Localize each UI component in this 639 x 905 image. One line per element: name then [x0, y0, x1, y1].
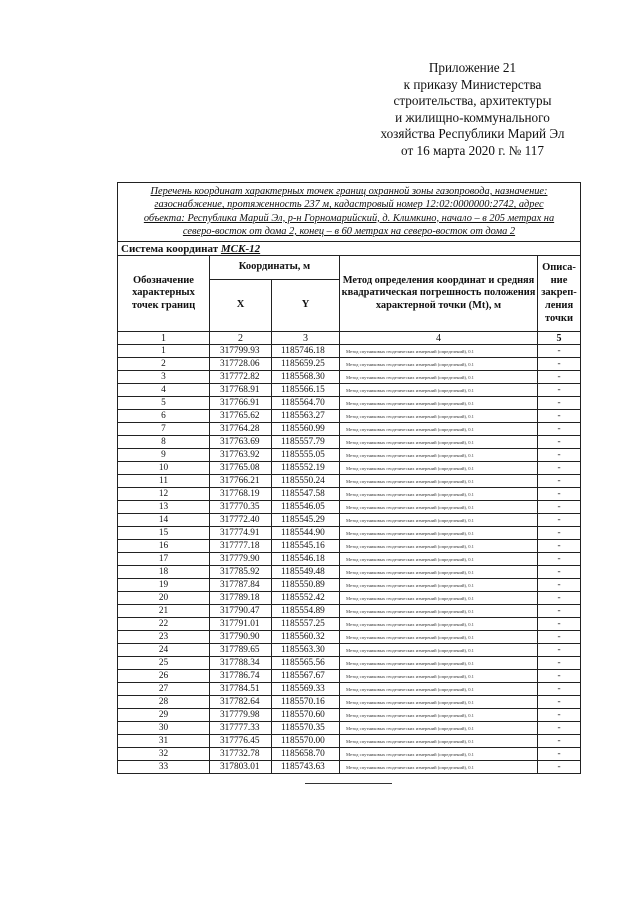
coordinate-system-label: Система координат — [121, 242, 219, 255]
description-cell: - — [538, 670, 581, 683]
coordinate-system-value: МСК-12 — [220, 242, 261, 255]
description-cell: - — [538, 436, 581, 449]
coord-y: 1185547.58 — [272, 488, 340, 501]
point-number: 24 — [118, 644, 210, 657]
description-cell: - — [538, 527, 581, 540]
description-cell: - — [538, 696, 581, 709]
coord-x: 317803.01 — [210, 761, 272, 774]
point-number: 3 — [118, 371, 210, 384]
coord-y: 1185570.35 — [272, 722, 340, 735]
coord-x: 317777.18 — [210, 540, 272, 553]
coord-x: 317790.90 — [210, 631, 272, 644]
point-number: 22 — [118, 618, 210, 631]
table-row — [118, 592, 581, 605]
point-number: 20 — [118, 592, 210, 605]
method-cell: Метод спутниковых геодезических измерений (определений), 0.1 — [340, 735, 538, 748]
description-cell: - — [538, 592, 581, 605]
table-row — [118, 748, 581, 761]
coord-x: 317786.74 — [210, 670, 272, 683]
point-number: 23 — [118, 631, 210, 644]
table-row — [118, 488, 581, 501]
header-y: Y — [272, 280, 340, 332]
point-number: 13 — [118, 501, 210, 514]
coord-x: 317766.21 — [210, 475, 272, 488]
description-cell: - — [538, 631, 581, 644]
point-number: 17 — [118, 553, 210, 566]
coord-y: 1185659.25 — [272, 358, 340, 371]
description-cell: - — [538, 566, 581, 579]
table-row — [118, 462, 581, 475]
coordinate-system-row — [118, 242, 581, 256]
table-row — [118, 514, 581, 527]
point-number: 31 — [118, 735, 210, 748]
coord-x: 317732.78 — [210, 748, 272, 761]
point-number: 16 — [118, 540, 210, 553]
header-description: Описа-ние закреп-ления точки — [538, 256, 581, 332]
point-number: 15 — [118, 527, 210, 540]
coord-x: 317779.90 — [210, 553, 272, 566]
coord-x: 317787.84 — [210, 579, 272, 592]
column-number: 2 — [210, 332, 272, 345]
header-x: X — [210, 280, 272, 332]
description-cell: - — [538, 423, 581, 436]
table-row — [118, 371, 581, 384]
coord-x: 317772.82 — [210, 371, 272, 384]
point-number: 30 — [118, 722, 210, 735]
point-number: 25 — [118, 657, 210, 670]
point-number: 26 — [118, 670, 210, 683]
column-number: 3 — [272, 332, 340, 345]
description-cell: - — [538, 410, 581, 423]
method-cell: Метод спутниковых геодезических измерений (определений), 0.1 — [340, 683, 538, 696]
table-row — [118, 410, 581, 423]
description-cell: - — [538, 605, 581, 618]
coord-y: 1185550.24 — [272, 475, 340, 488]
coord-x: 317776.45 — [210, 735, 272, 748]
table-row — [118, 631, 581, 644]
appendix-line: хозяйства Республики Марий Эл — [380, 126, 565, 142]
header-designation: Обозначение характерных точек границ — [118, 256, 210, 332]
point-number: 2 — [118, 358, 210, 371]
coord-y: 1185544.90 — [272, 527, 340, 540]
coord-y: 1185564.70 — [272, 397, 340, 410]
coord-y: 1185554.89 — [272, 605, 340, 618]
method-cell: Метод спутниковых геодезических измерений (определений), 0.1 — [340, 423, 538, 436]
point-number: 7 — [118, 423, 210, 436]
method-cell: Метод спутниковых геодезических измерений (определений), 0.1 — [340, 553, 538, 566]
coord-y: 1185560.99 — [272, 423, 340, 436]
method-cell: Метод спутниковых геодезических измерений (определений), 0.1 — [340, 631, 538, 644]
method-cell: Метод спутниковых геодезических измерений (определений), 0.1 — [340, 462, 538, 475]
point-number: 5 — [118, 397, 210, 410]
method-cell: Метод спутниковых геодезических измерений (определений), 0.1 — [340, 488, 538, 501]
appendix-header — [350, 60, 595, 160]
method-cell: Метод спутниковых геодезических измерений (определений), 0.1 — [340, 501, 538, 514]
table-row — [118, 423, 581, 436]
description-cell: - — [538, 657, 581, 670]
point-number: 11 — [118, 475, 210, 488]
description-cell: - — [538, 358, 581, 371]
column-number: 5 — [538, 332, 581, 345]
table-row — [118, 761, 581, 774]
method-cell: Метод спутниковых геодезических измерений (определений), 0.1 — [340, 540, 538, 553]
method-cell: Метод спутниковых геодезических измерений (определений), 0.1 — [340, 709, 538, 722]
description-cell: - — [538, 722, 581, 735]
coord-x: 317779.98 — [210, 709, 272, 722]
point-number: 33 — [118, 761, 210, 774]
coord-x: 317784.51 — [210, 683, 272, 696]
description-cell: - — [538, 488, 581, 501]
appendix-line: и жилищно-коммунального — [395, 109, 550, 125]
coord-y: 1185565.56 — [272, 657, 340, 670]
coord-x: 317791.01 — [210, 618, 272, 631]
description-cell: - — [538, 345, 581, 358]
description-cell: - — [538, 709, 581, 722]
coord-y: 1185557.25 — [272, 618, 340, 631]
table-row — [118, 436, 581, 449]
coord-y: 1185560.32 — [272, 631, 340, 644]
coord-y: 1185567.67 — [272, 670, 340, 683]
table-row — [118, 618, 581, 631]
description-cell: - — [538, 371, 581, 384]
coord-y: 1185570.60 — [272, 709, 340, 722]
table-row — [118, 722, 581, 735]
table-title — [118, 183, 581, 242]
coord-y: 1185545.16 — [272, 540, 340, 553]
point-number: 29 — [118, 709, 210, 722]
method-cell: Метод спутниковых геодезических измерений (определений), 0.1 — [340, 696, 538, 709]
header-coordinates: Координаты, м — [210, 256, 340, 280]
table-row — [118, 475, 581, 488]
method-cell: Метод спутниковых геодезических измерений (определений), 0.1 — [340, 618, 538, 631]
method-cell: Метод спутниковых геодезических измерений (определений), 0.1 — [340, 644, 538, 657]
column-number: 1 — [118, 332, 210, 345]
description-cell: - — [538, 397, 581, 410]
coord-x: 317763.92 — [210, 449, 272, 462]
coord-x: 317768.19 — [210, 488, 272, 501]
method-cell: Метод спутниковых геодезических измерений (определений), 0.1 — [340, 371, 538, 384]
point-number: 10 — [118, 462, 210, 475]
table-row — [118, 384, 581, 397]
point-number: 27 — [118, 683, 210, 696]
description-cell: - — [538, 761, 581, 774]
coord-y: 1185546.18 — [272, 553, 340, 566]
method-cell: Метод спутниковых геодезических измерений (определений), 0.1 — [340, 566, 538, 579]
appendix-line: к приказу Министерства — [403, 76, 542, 92]
table-row — [118, 657, 581, 670]
coord-y: 1185545.29 — [272, 514, 340, 527]
description-cell: - — [538, 475, 581, 488]
table-row — [118, 397, 581, 410]
table-row — [118, 566, 581, 579]
coord-x: 317789.18 — [210, 592, 272, 605]
coord-x: 317789.65 — [210, 644, 272, 657]
description-cell: - — [538, 735, 581, 748]
coord-y: 1185546.05 — [272, 501, 340, 514]
coord-x: 317790.47 — [210, 605, 272, 618]
table-row — [118, 501, 581, 514]
coord-y: 1185563.27 — [272, 410, 340, 423]
appendix-line: строительства, архитектуры — [393, 93, 552, 109]
table-row — [118, 540, 581, 553]
method-cell: Метод спутниковых геодезических измерений (определений), 0.1 — [340, 722, 538, 735]
method-cell: Метод спутниковых геодезических измерений (определений), 0.1 — [340, 345, 538, 358]
method-cell: Метод спутниковых геодезических измерений (определений), 0.1 — [340, 761, 538, 774]
method-cell: Метод спутниковых геодезических измерений (определений), 0.1 — [340, 436, 538, 449]
coord-x: 317788.34 — [210, 657, 272, 670]
description-cell: - — [538, 618, 581, 631]
method-cell: Метод спутниковых геодезических измерений (определений), 0.1 — [340, 748, 538, 761]
coord-y: 1185570.16 — [272, 696, 340, 709]
description-cell: - — [538, 683, 581, 696]
description-cell: - — [538, 644, 581, 657]
table-title-line: газоснабжение, протяженность 237 м, кадастровый номер 12:02:0000000:2742, адрес — [154, 199, 544, 211]
point-number: 21 — [118, 605, 210, 618]
table-row — [118, 644, 581, 657]
column-number: 4 — [340, 332, 538, 345]
method-cell: Метод спутниковых геодезических измерений (определений), 0.1 — [340, 514, 538, 527]
description-cell: - — [538, 579, 581, 592]
coord-x: 317785.92 — [210, 566, 272, 579]
table-row — [118, 449, 581, 462]
point-number: 6 — [118, 410, 210, 423]
method-cell: Метод спутниковых геодезических измерений (определений), 0.1 — [340, 670, 538, 683]
table-row — [118, 605, 581, 618]
header-method: Метод определения координат и средняя квадратическая погрешность положения характерной точки (Mt), м — [340, 256, 538, 332]
table-title-line: Перечень координат характерных точек границ охранной зоны газопровода, назначение: — [150, 186, 548, 197]
coord-y: 1185746.18 — [272, 345, 340, 358]
point-number: 12 — [118, 488, 210, 501]
coord-y: 1185563.30 — [272, 644, 340, 657]
coord-y: 1185552.19 — [272, 462, 340, 475]
table-row — [118, 527, 581, 540]
coord-y: 1185549.48 — [272, 566, 340, 579]
coord-y: 1185570.00 — [272, 735, 340, 748]
coord-x: 317763.69 — [210, 436, 272, 449]
table-row — [118, 735, 581, 748]
description-cell: - — [538, 748, 581, 761]
table-row — [118, 709, 581, 722]
description-cell: - — [538, 449, 581, 462]
point-number: 9 — [118, 449, 210, 462]
coord-x: 317768.91 — [210, 384, 272, 397]
description-cell: - — [538, 501, 581, 514]
appendix-line: Приложение 21 — [428, 60, 517, 75]
method-cell: Метод спутниковых геодезических измерений (определений), 0.1 — [340, 384, 538, 397]
coord-x: 317772.40 — [210, 514, 272, 527]
method-cell: Метод спутниковых геодезических измерений (определений), 0.1 — [340, 449, 538, 462]
coord-x: 317782.64 — [210, 696, 272, 709]
table-row — [118, 553, 581, 566]
appendix-line: от 16 марта 2020 г. № 117 — [401, 142, 544, 158]
coord-y: 1185555.05 — [272, 449, 340, 462]
description-cell: - — [538, 462, 581, 475]
coord-x: 317777.33 — [210, 722, 272, 735]
coord-x: 317765.08 — [210, 462, 272, 475]
coord-y: 1185552.42 — [272, 592, 340, 605]
coord-x: 317728.06 — [210, 358, 272, 371]
table-row — [118, 579, 581, 592]
method-cell: Метод спутниковых геодезических измерений (определений), 0.1 — [340, 475, 538, 488]
table-row — [118, 696, 581, 709]
coord-y: 1185550.89 — [272, 579, 340, 592]
method-cell: Метод спутниковых геодезических измерений (определений), 0.1 — [340, 657, 538, 670]
table-title-line: объекта: Республика Марий Эл, р-н Горномарийский, д. Климкино, начало – в 205 метрах на — [143, 212, 555, 224]
point-number: 19 — [118, 579, 210, 592]
method-cell: Метод спутниковых геодезических измерений (определений), 0.1 — [340, 527, 538, 540]
coord-x: 317764.28 — [210, 423, 272, 436]
point-number: 28 — [118, 696, 210, 709]
point-number: 4 — [118, 384, 210, 397]
point-number: 32 — [118, 748, 210, 761]
method-cell: Метод спутниковых геодезических измерений (определений), 0.1 — [340, 592, 538, 605]
table-row — [118, 670, 581, 683]
table-row — [118, 683, 581, 696]
coord-y: 1185566.15 — [272, 384, 340, 397]
method-cell: Метод спутниковых геодезических измерений (определений), 0.1 — [340, 410, 538, 423]
table-title-line: северо-восток от дома 2, конец – в 60 метрах на северо-восток от дома 2 — [182, 225, 516, 237]
coord-x: 317770.35 — [210, 501, 272, 514]
method-cell: Метод спутниковых геодезических измерений (определений), 0.1 — [340, 579, 538, 592]
coord-y: 1185658.70 — [272, 748, 340, 761]
description-cell: - — [538, 553, 581, 566]
point-number: 14 — [118, 514, 210, 527]
coord-x: 317766.91 — [210, 397, 272, 410]
method-cell: Метод спутниковых геодезических измерений (определений), 0.1 — [340, 358, 538, 371]
footer-divider — [305, 783, 392, 784]
description-cell: - — [538, 384, 581, 397]
method-cell: Метод спутниковых геодезических измерений (определений), 0.1 — [340, 397, 538, 410]
coord-x: 317799.93 — [210, 345, 272, 358]
coordinates-table — [117, 182, 581, 774]
description-cell: - — [538, 540, 581, 553]
method-cell: Метод спутниковых геодезических измерений (определений), 0.1 — [340, 605, 538, 618]
coord-x: 317765.62 — [210, 410, 272, 423]
coord-y: 1185557.79 — [272, 436, 340, 449]
table-row — [118, 345, 581, 358]
point-number: 8 — [118, 436, 210, 449]
table-row — [118, 358, 581, 371]
point-number: 18 — [118, 566, 210, 579]
column-numbers-row — [118, 332, 581, 345]
coord-y: 1185568.30 — [272, 371, 340, 384]
point-number: 1 — [118, 345, 210, 358]
coord-y: 1185743.63 — [272, 761, 340, 774]
coord-x: 317774.91 — [210, 527, 272, 540]
coord-y: 1185569.33 — [272, 683, 340, 696]
description-cell: - — [538, 514, 581, 527]
